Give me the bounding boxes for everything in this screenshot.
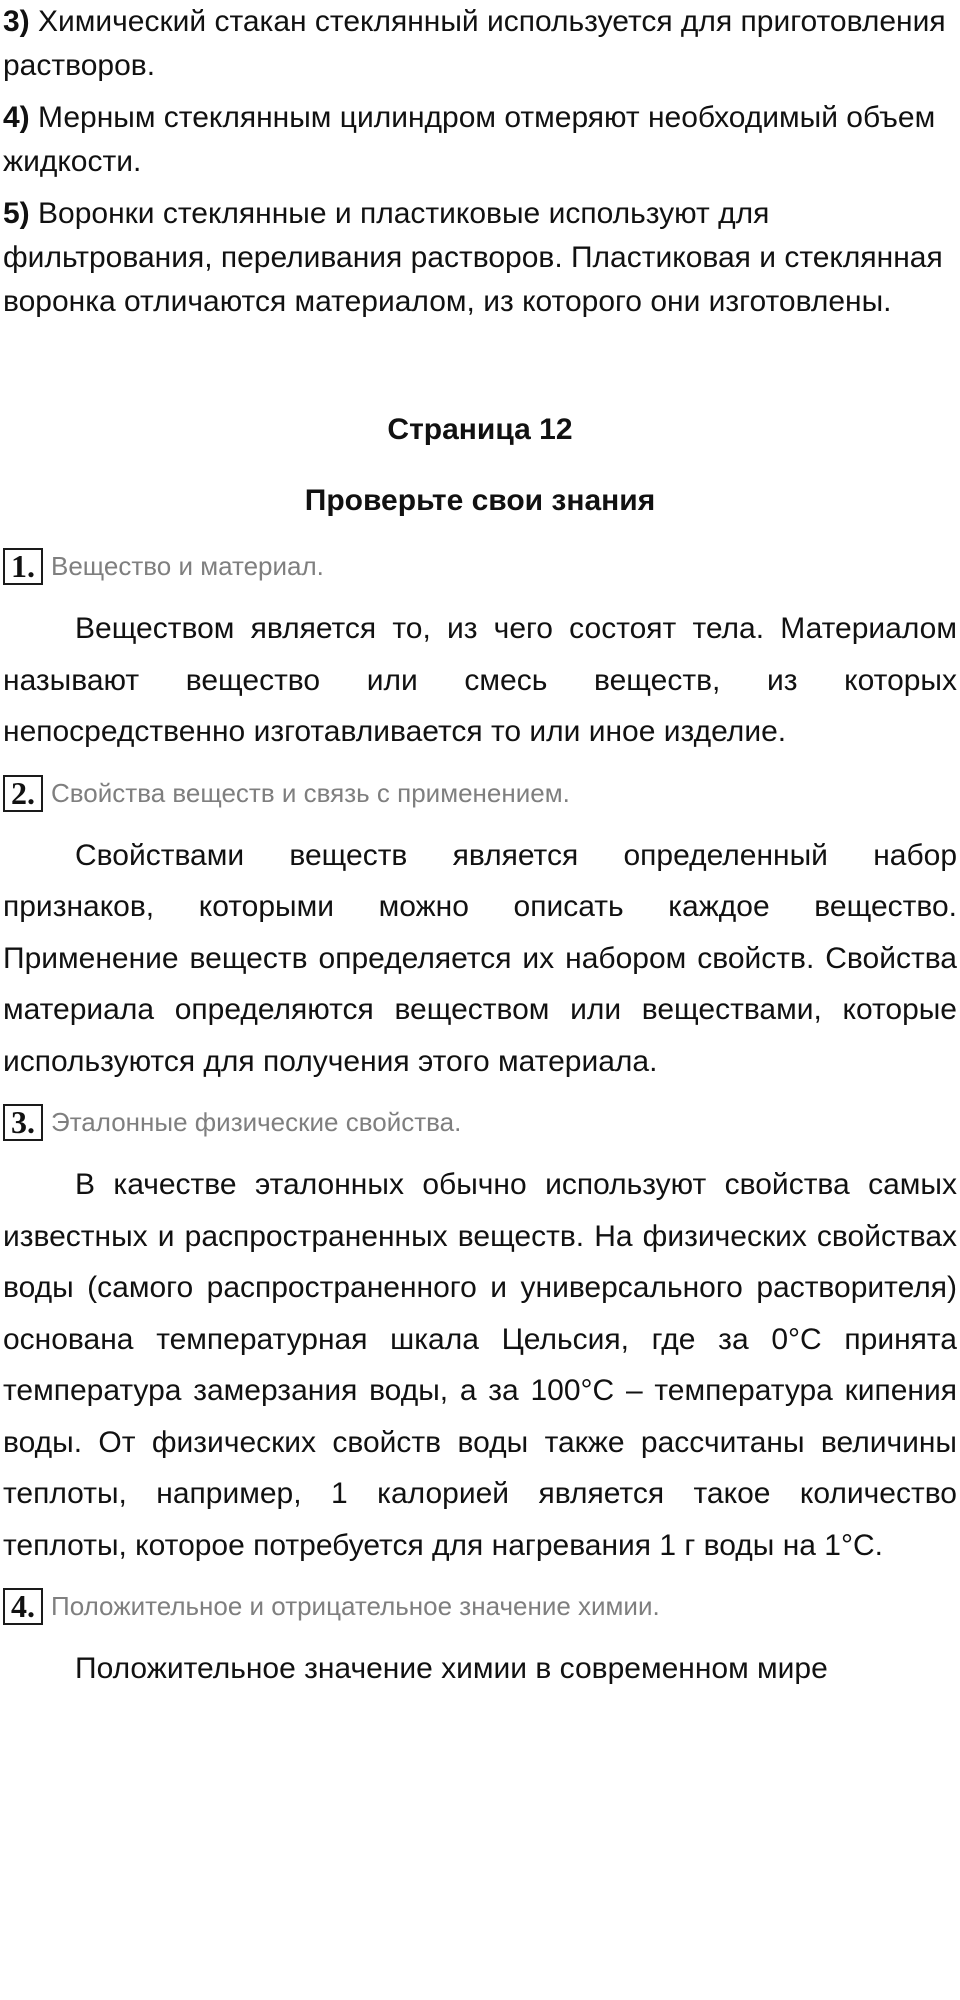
intro-item-number: 5) bbox=[3, 197, 30, 230]
answer-4: Положительное значение химии в современном мире bbox=[75, 1652, 828, 1685]
question-prompt: Положительное и отрицательное значение химии. bbox=[51, 1591, 660, 1621]
question-2 bbox=[3, 775, 957, 812]
document-page bbox=[3, 0, 957, 1695]
intro-item-number: 4) bbox=[3, 101, 30, 134]
intro-item-text: Мерным стеклянным цилиндром отмеряют необходимый объем жидкости. bbox=[3, 101, 936, 178]
question-number-box: 2. bbox=[3, 775, 43, 812]
question-4 bbox=[3, 1588, 957, 1625]
question-3 bbox=[3, 1104, 957, 1141]
question-prompt: Свойства веществ и связь с применением. bbox=[51, 777, 570, 808]
answer-1: Веществом является то, из чего состоят тела. Материалом называют вещество или смесь веществ, из которых непосредственно изготавливается то или иное изделие. bbox=[3, 612, 957, 748]
intro-item-text: Химический стакан стеклянный используется для приготовления растворов. bbox=[3, 5, 946, 82]
section-title: Проверьте свои знания bbox=[304, 484, 656, 517]
question-1 bbox=[3, 548, 957, 585]
answer-2: Свойствами веществ является определенный набор признаков, которыми можно описать каждое вещество. Применение веществ определяется их набором свойств. Свойства материала определяются веществом или веществами, которые используются для получения этого материала. bbox=[3, 838, 957, 1078]
question-prompt: Эталонные физические свойства. bbox=[51, 1107, 462, 1137]
question-number-box: 3. bbox=[3, 1104, 43, 1141]
intro-item-5 bbox=[3, 192, 957, 324]
intro-item-text: Воронки стеклянные и пластиковые используют для фильтрования, переливания растворов. Пластиковая и стеклянная воронка отличаются материалом, из которого они изготовлены. bbox=[3, 197, 943, 318]
intro-item-4 bbox=[3, 96, 957, 184]
intro-item-3 bbox=[3, 0, 957, 88]
question-prompt: Вещество и материал. bbox=[51, 551, 324, 581]
question-number-box: 4. bbox=[3, 1588, 43, 1625]
question-number-box: 1. bbox=[3, 548, 43, 585]
page-title: Страница 12 bbox=[387, 413, 573, 446]
intro-item-number: 3) bbox=[3, 5, 30, 38]
answer-3: В качестве эталонных обычно используют свойства самых известных и распространенных веществ. На физических свойствах воды (самого распространенного и универсального растворителя) основана температурная шкала Цельсия, где за 0°С принята температура замерзания воды, а за 100°С – температура кипения воды. От физических свойств воды также рассчитаны величины теплоты, например, 1 калорией является такое количество теплоты, которое потребуется для нагревания 1 г воды на 1°С. bbox=[3, 1168, 957, 1562]
